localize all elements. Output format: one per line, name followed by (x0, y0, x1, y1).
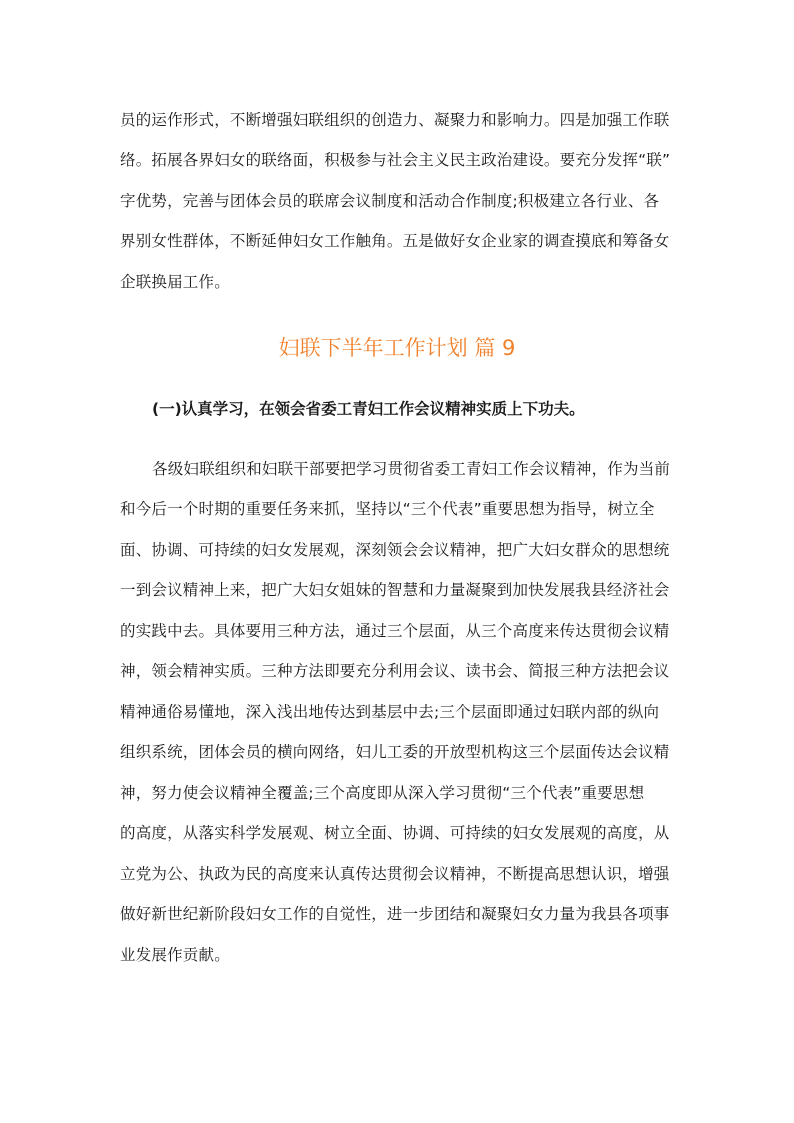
paragraph-line: 做好新世纪新阶段妇女工作的自觉性，进一步团结和凝聚妇女力量为我县各项事 (120, 905, 670, 923)
paragraph-line: 神，努力使会议精神全覆盖;三个高度即从深入学习贯彻“三个代表”重要思想 (120, 784, 645, 802)
paragraph-line: 面、协调、可持续的妇女发展观，深刻领会会议精神，把广大妇女群众的思想统 (120, 541, 670, 559)
paragraph-line: 各级妇联组织和妇联干部要把学习贯彻省委工青妇工作会议精神，作为当前 (152, 460, 671, 478)
paragraph-line: 字优势，完善与团体会员的联席会议制度和活动合作制度;积极建立各行业、各 (120, 192, 660, 210)
paragraph-line: 界别女性群体，不断延伸妇女工作触角。五是做好女企业家的调查摸底和筹备女 (120, 232, 670, 250)
paragraph-line: 一到会议精神上来，把广大妇女姐妹的智慧和力量凝聚到加快发展我县经济社会 (120, 581, 670, 599)
paragraph-line: 员的运作形式，不断增强妇联组织的创造力、凝聚力和影响力。四是加强工作联 (120, 111, 670, 129)
paragraph-line: 的实践中去。具体要用三种方法，通过三个层面，从三个高度来传达贯彻会议精 (120, 622, 670, 640)
paragraph-line: 立党为公、执政为民的高度来认真传达贯彻会议精神，不断提高思想认识，增强 (120, 865, 670, 883)
paragraph-line: 络。拓展各界妇女的联络面，积极参与社会主义民主政治建设。要充分发挥“联” (120, 151, 671, 169)
subheading: (一)认真学习，在领会省委工青妇工作会议精神实质上下功夫。 (152, 400, 585, 418)
paragraph-line: 企联换届工作。 (120, 273, 230, 291)
paragraph-line: 和今后一个时期的重要任务来抓，坚持以“三个代表”重要思想为指导，树立全 (120, 500, 655, 518)
paragraph-line: 的高度，从落实科学发展观、树立全面、协调、可持续的妇女发展观的高度，从 (120, 824, 670, 842)
paragraph-line: 组织系统，团体会员的横向网络，妇儿工委的开放型机构这三个层面传达会议精 (120, 743, 670, 761)
section-title: 妇联下半年工作计划 篇 9 (278, 336, 516, 360)
paragraph-line: 精神通俗易懂地，深入浅出地传达到基层中去;三个层面即通过妇联内部的纵向 (120, 703, 660, 721)
paragraph-line: 神，领会精神实质。三种方法即要充分利用会议、读书会、简报三种方法把会议 (120, 662, 670, 680)
paragraph-line: 业发展作贡献。 (120, 946, 230, 964)
